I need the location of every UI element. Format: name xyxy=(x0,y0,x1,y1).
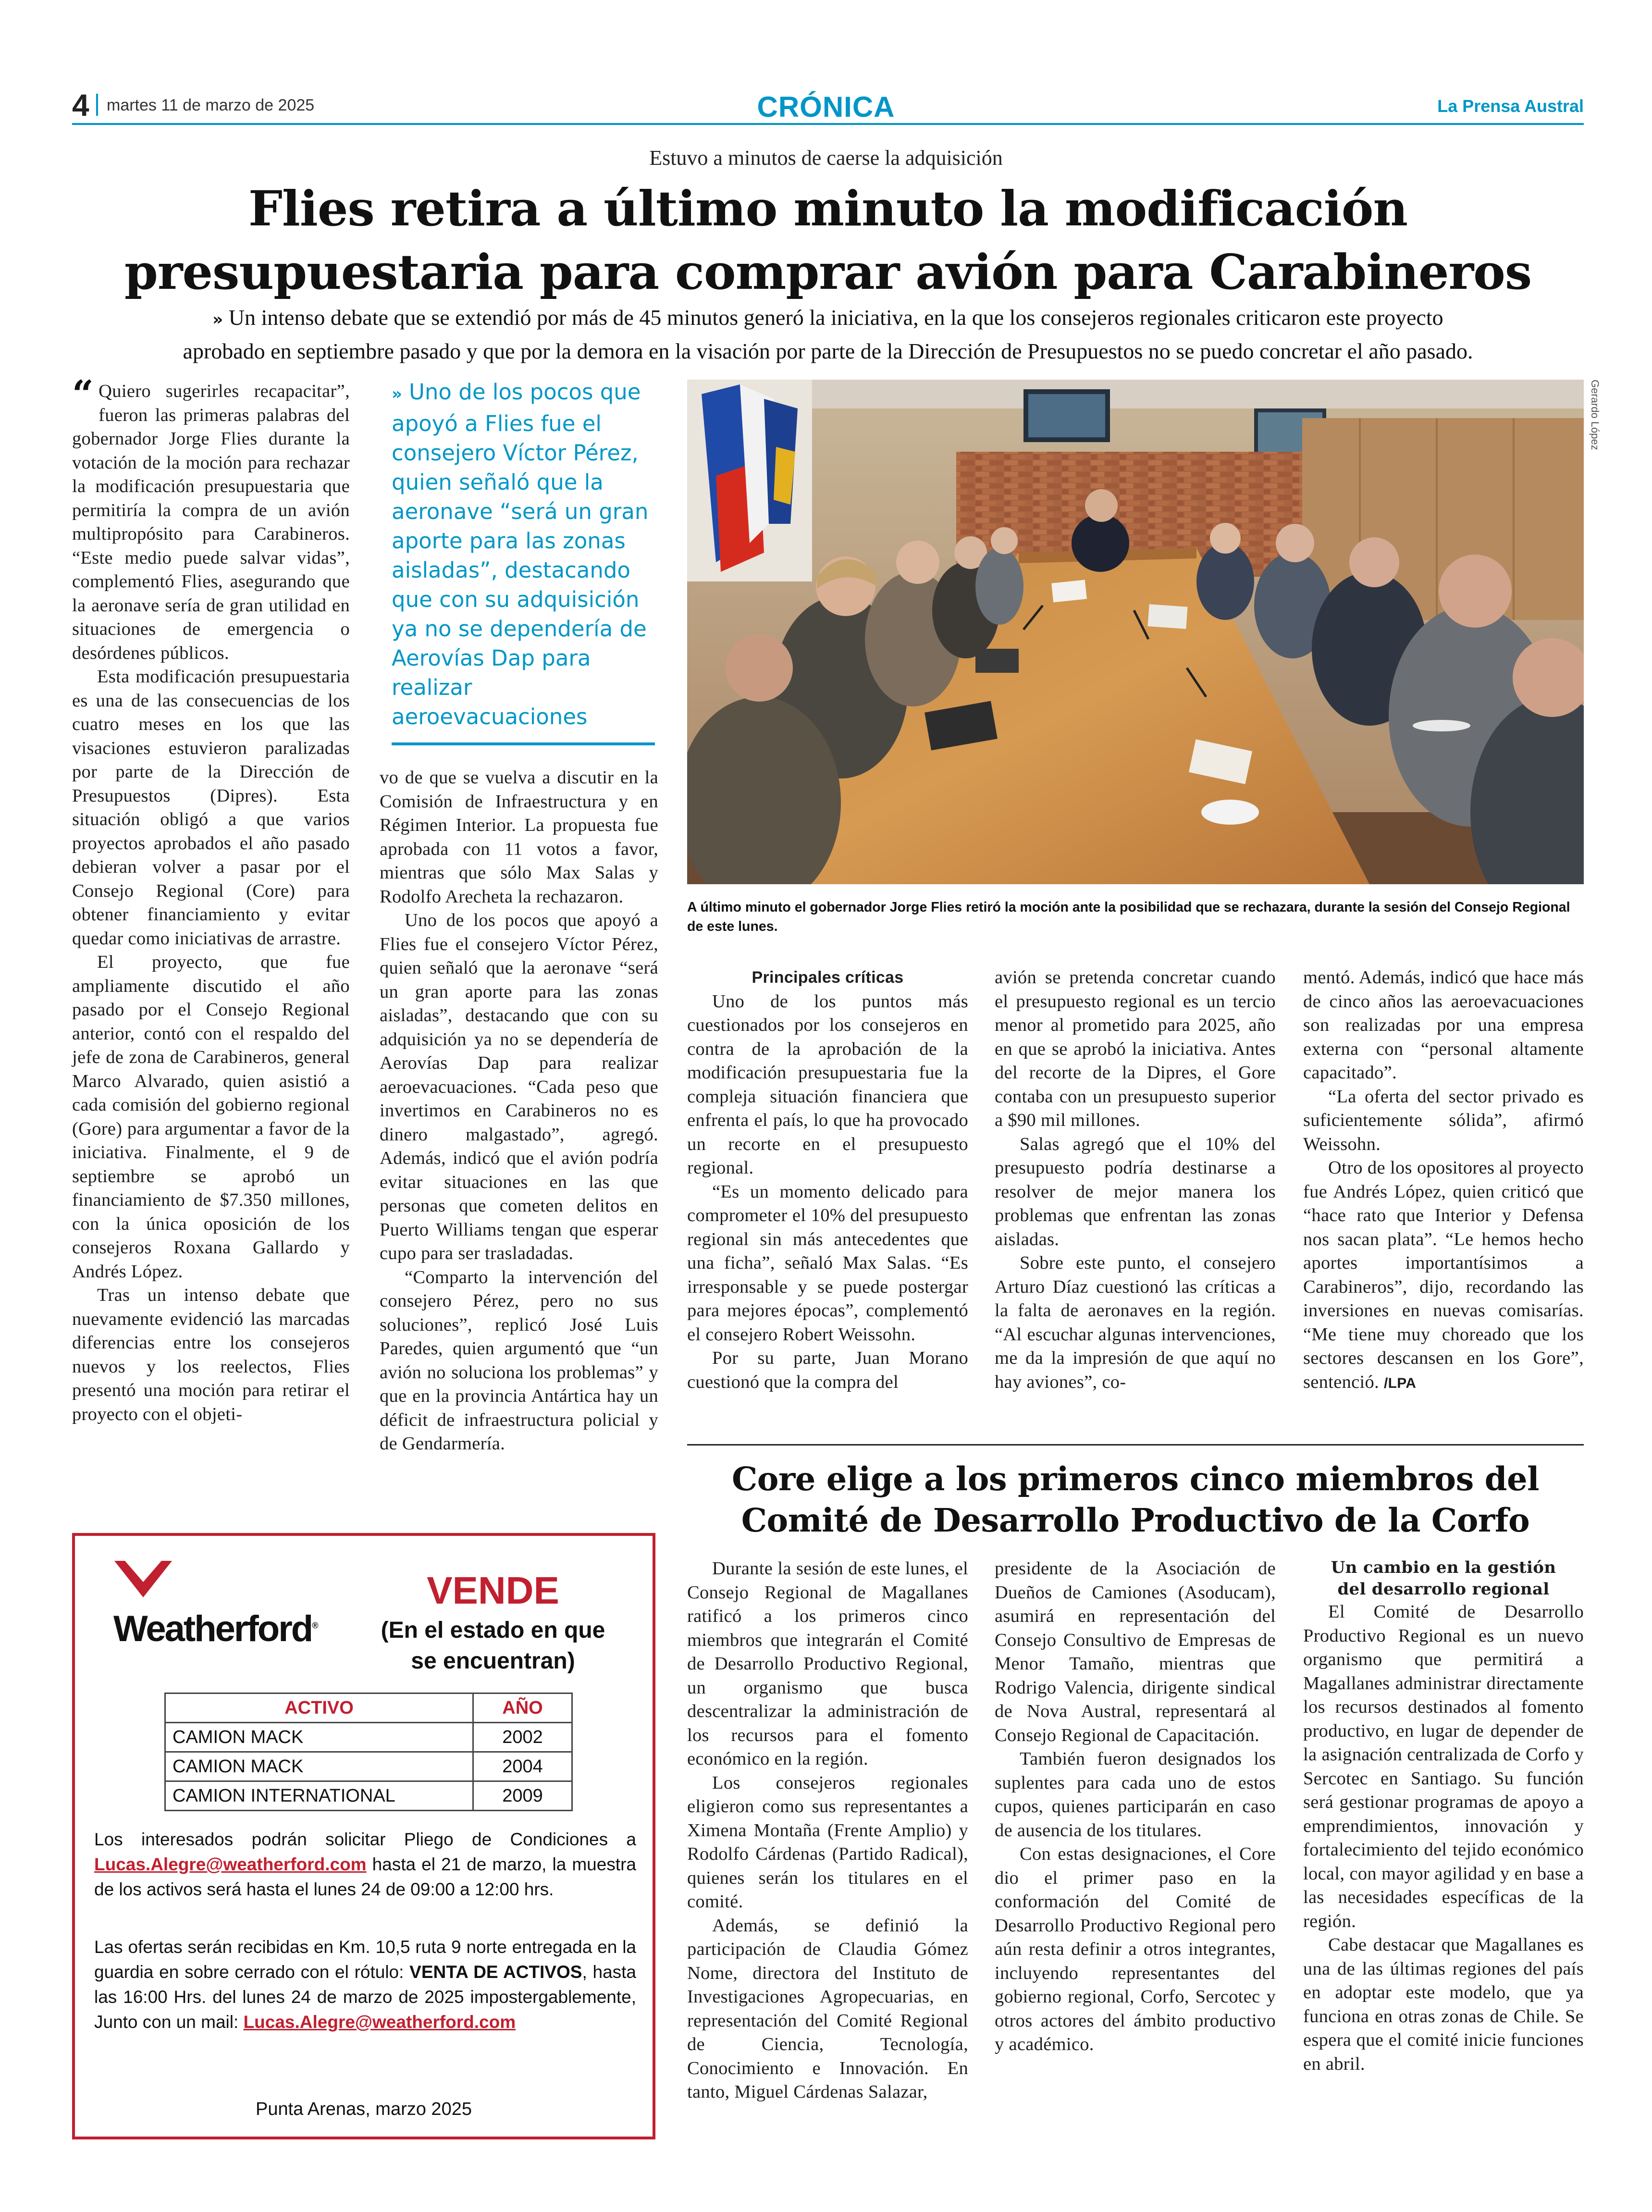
asset-year: 2002 xyxy=(473,1723,572,1752)
email-link[interactable]: Lucas.Alegre@weatherford.com xyxy=(94,1854,367,1874)
paragraph: Salas agregó que el 10% del presupuesto podría destinarse a resolver de mejor manera los problemas que enfrentan las zonas aisladas. xyxy=(995,1134,1276,1249)
paragraph: “ Quiero sugerirles recapacitar”, fueron las primeras palabras del gobernador Jorge Flies durante la votación de la moción para rechazar la modificación presupuestaria que permitiría la compra de un avión multipropósito para Carabineros. “Este medio puede salvar vidas”, complementó Flies, asegurando que la aeronave sería de gran utilidad en situaciones de emergencia o desórdenes públicos. xyxy=(72,372,350,663)
ad-paragraph-2: Las ofertas serán recibidas en Km. 10,5 ruta 9 norte entregada en la guardia en sobre cerrado con el rótulo: VENTA DE ACTIVOS, hasta las 16:00 Hrs. del lunes 24 de marzo de 2025 impostergablemente, Junto con un mail: Lucas.Alegre@weatherford.com xyxy=(94,1937,637,2032)
headline-line-2: Comité de Desarrollo Productivo de la Corfo xyxy=(741,1501,1530,1539)
paragraph: Sobre este punto, el consejero Arturo Díaz cuestionó las críticas a la falta de aeronaves en la región. “Al escuchar algunas intervenciones, me da la impresión de que aquí no hay aviones”, co- xyxy=(995,1253,1276,1392)
article-lead xyxy=(72,302,1584,367)
paragraph: Otro de los opositores al proyecto fue Andrés López, quien criticó que “hace rato que Interior y Defensa nos sacan plata”. “Le hemos hecho aportes importantísimos a Carabineros”, dijo, recordando las inversiones en nuevas comisarías. “Me tiene muy choreado que los sectores descansen en los Gore”, sentenció. /LPA xyxy=(1303,1158,1584,1392)
assets-table xyxy=(164,1693,573,1811)
paragraph: Los consejeros regionales eligieron como sus representantes a Ximena Montaña (Frente Amplio) y Rodolfo Cárdenas (Partido Radical), quienes serán los titulares en el comité. xyxy=(687,1772,968,1912)
ad-title: VENDE xyxy=(427,1569,559,1612)
paragraph: “Comparto la intervención del consejero Pérez, pero no sus soluciones”, replicó José Luis Paredes, quien argumentó que “un avión no soluciona los problemas” y que en la provincia Antártica hay un déficit de infraestructura policial y de Gendarmería. xyxy=(380,1267,658,1454)
weatherford-logo-icon xyxy=(114,1561,172,1599)
article1-column-4 xyxy=(995,966,1276,1394)
headline-line-1: Core elige a los primeros cinco miembros del xyxy=(731,1460,1540,1498)
ad-paragraph-1: Los interesados podrán solicitar Pliego de Condiciones a Lucas.Alegre@weatherford.com hasta el 21 de marzo, la muestra de los activos será hasta el lunes 24 de 09:00 a 12:00 hrs. xyxy=(94,1829,636,1899)
asset-year: 2009 xyxy=(473,1781,572,1811)
weatherford-advertisement xyxy=(72,1533,655,2139)
headline-line-2: presupuestaria para comprar avión para Carabineros xyxy=(124,244,1532,300)
table-header-row xyxy=(165,1693,572,1723)
column-header: ACTIVO xyxy=(165,1693,473,1723)
paragraph: Esta modificación presupuestaria es una de las consecuencias de los cuatro meses en los que las visaciones estuvieron paralizadas por parte de la Dirección de Presupuestos (Dipres). Esta situación obligó a que varios proyectos aprobados el año pasado debieran volver a pasar por el Consejo Regional (Core) para obtener financiamiento y evitar quedar como iniciativas de arrastre. xyxy=(72,667,350,949)
ad-footer: Punta Arenas, marzo 2025 xyxy=(256,2099,472,2119)
paragraph: Cabe destacar que Magallanes es una de las últimas regiones del país en adoptar este modelo, que ya funciona en otras zonas de Chile. Se espera que el comité inicie funciones en abril. xyxy=(1303,1935,1584,2074)
photo-credit: Gerardo López xyxy=(1589,380,1601,450)
lead-line-2: aprobado en septiembre pasado y que por la demora en la visación por parte de la Dirección de Presupuestos no se puedo concretar el año pasado. xyxy=(183,339,1473,363)
paragraph: Con estas designaciones, el Core dio el primer paso en la conformación del Comité de Desarrollo Productivo Regional pero aún resta definir a otros integrantes, incluyendo representantes del gobierno regional, Corfo, Sercotec y otros actores del ámbito productivo y académico. xyxy=(995,1844,1276,2054)
asset-name: CAMION MACK xyxy=(165,1723,473,1752)
header-rule xyxy=(72,123,1584,125)
article-photo xyxy=(687,380,1584,884)
table-row xyxy=(165,1723,572,1752)
brand-name: Weatherford® xyxy=(113,1608,319,1649)
paragraph: Tras un intenso debate que nuevamente evidenció las marcadas diferencias entre los consejeros nuevos y los reelectos, Flies presentó una moción para retirar el proyecto con el objeti- xyxy=(72,1285,350,1424)
article2-headline xyxy=(687,1458,1584,1541)
paragraph: avión se pretenda concretar cuando el presupuesto regional es un tercio menor al prometido para 2025, año en que se aprobó la iniciativa. Antes del recorte de la Dipres, el Gore contaba con un presupuesto superior a $90 mil millones. xyxy=(995,967,1276,1130)
open-quote-icon: “ xyxy=(72,372,94,416)
asset-year: 2004 xyxy=(473,1752,572,1781)
paragraph: También fueron designados los suplentes para cada uno de estos cupos, quienes participarán en caso de ausencia de los titulares. xyxy=(995,1749,1276,1841)
article1-column-2 xyxy=(380,766,658,1456)
article1-column-5 xyxy=(1303,966,1584,1395)
asset-name: CAMION MACK xyxy=(165,1752,473,1781)
paragraph: El proyecto, que fue ampliamente discutido el año pasado por el Consejo Regional anterior, contó con el respaldo del jefe de zona de Carabineros, general Marco Alvarado, quien asistió a cada comisión del gobierno regional (Gore) para argumentar a favor de la iniciativa. Finalmente, el 9 de septiembre se aprobó un financiamiento de $7.350 millones, con la única oposición de los consejeros Roxana Gallardo y Andrés López. xyxy=(72,952,350,1282)
paragraph: Uno de los puntos más cuestionados por los consejeros en contra de la aprobación de la modificación presupuestaria fue la compleja situación financiera que enfrenta el país, lo que ha provocado un recorte en el presupuesto regional. xyxy=(687,991,968,1178)
paragraph: vo de que se vuelva a discutir en la Comisión de Infraestructura y en Régimen Interior. La propuesta fue aprobada con 11 votos a favor, mientras que sólo Max Salas y Rodolfo Arecheta la rechazaron. xyxy=(380,767,658,907)
article2-column-3 xyxy=(1303,1557,1584,2076)
ad-subtitle: (En el estado en que se encuentran) xyxy=(381,1618,605,1674)
newspaper-name: La Prensa Austral xyxy=(1437,96,1584,116)
double-chevron-icon: » xyxy=(392,384,402,404)
paragraph: Por su parte, Juan Morano cuestionó que la compra del xyxy=(687,1348,968,1392)
asset-name: CAMION INTERNATIONAL xyxy=(165,1781,473,1811)
subhead: Principales críticas xyxy=(752,968,904,987)
table-row xyxy=(165,1781,572,1811)
article-signature: /LPA xyxy=(1383,1375,1417,1391)
article-divider xyxy=(687,1444,1584,1446)
paragraph: Durante la sesión de este lunes, el Consejo Regional de Magallanes ratificó a los primeros cinco miembros que integrarán el Comité de Desarrollo Productivo Regional, un organismo que busca descentralizar la administración de los recursos para el fomento económico en la región. xyxy=(687,1558,968,1769)
article-kicker: Estuvo a minutos de caerse la adquisición xyxy=(649,146,1003,170)
article-headline xyxy=(72,177,1584,304)
email-link[interactable]: Lucas.Alegre@weatherford.com xyxy=(243,2012,516,2032)
double-chevron-icon: » xyxy=(212,310,223,329)
paragraph: El Comité de Desarrollo Productivo Regional es un nuevo organismo que permitirá a Magallanes administrar directamente los recursos destinados al fomento productivo, en lugar de depender de la asignación centralizada de Corfo y Sercotec en Santiago. Su función será gestionar programas de apoyo a emprendimientos, innovación y fortalecimiento del tejido económico local, con mayor agilidad y en base a las necesidades específicas de la región. xyxy=(1303,1602,1584,1931)
article2-column-1 xyxy=(687,1557,968,2104)
issue-date: martes 11 de marzo de 2025 xyxy=(107,96,315,114)
table-row xyxy=(165,1752,572,1781)
council-meeting-photo xyxy=(687,380,1584,884)
photo-caption: A último minuto el gobernador Jorge Flies retiró la moción ante la posibilidad que se rechazara, durante la sesión del Consejo Regional de este lunes. xyxy=(687,900,1570,934)
column-header: AÑO xyxy=(473,1693,572,1723)
article1-column-1 xyxy=(72,372,350,1426)
paragraph: Además, se definió la participación de Claudia Gómez Nome, directora del Instituto de Investigaciones Agropecuarias, en representación del Comité Regional de Ciencia, Tecnología, Conocimiento e Innovación. En tanto, Miguel Cárdenas Salazar, xyxy=(687,1915,968,2102)
article1-column-3 xyxy=(687,966,968,1394)
pull-quote: » Uno de los pocos que apoyó a Flies fue el consejero Víctor Pérez, quien señaló que la aeronave “será un gran aporte para las zonas aisladas”, destacando que con su adquisición ya no se dependería de Aerovías Dap para realizar aeroevacuaciones xyxy=(392,379,649,729)
header-divider xyxy=(96,94,98,116)
section-title: CRÓNICA xyxy=(757,91,895,123)
paragraph: “La oferta del sector privado es suficientemente sólida”, afirmó Weissohn. xyxy=(1303,1086,1584,1154)
pull-quote-rule xyxy=(392,742,655,745)
article2-column-2 xyxy=(995,1557,1276,2057)
subhead: Un cambio en la gestión del desarrollo regional xyxy=(1331,1558,1556,1599)
headline-line-1: Flies retira a último minuto la modificación xyxy=(248,180,1408,237)
lead-line-1: » Un intenso debate que se extendió por más de 45 minutos generó la iniciativa, en la que los consejeros regionales criticaron este proyecto xyxy=(212,305,1443,330)
page-number: 4 xyxy=(72,88,89,123)
paragraph: Uno de los pocos que apoyó a Flies fue el consejero Víctor Pérez, quien señaló que la aeronave “será un gran aporte para las zonas aisladas”, destacando que con su adquisición ya no se dependería de Aerovías Dap para realizar aeroevacuaciones. “Cada peso que invertimos en Carabineros no es dinero malgastado”, agregó. Además, indicó que el avión podría evitar situaciones en las que personas que cometen delitos en Puerto Williams tengan que esperar cupo para ser trasladadas. xyxy=(380,910,658,1263)
paragraph: “Es un momento delicado para comprometer el 10% del presupuesto regional sin más antecedentes que una ficha”, señaló Max Salas. “Es irresponsable y se puede postergar para mejores épocas”, complementó el consejero Robert Weissohn. xyxy=(687,1181,968,1345)
paragraph: presidente de la Asociación de Dueños de Camiones (Asoducam), asumirá en representación del Consejo Consultivo de Empresas de Menor Tamaño, mientras que Rodrigo Valencia, dirigente sindical de Nova Austral, representará al Consejo Regional de Capacitación. xyxy=(995,1558,1276,1745)
paragraph: mentó. Además, indicó que hace más de cinco años las aeroevacuaciones son realizadas por una empresa externa con “personal altamente capacitado”. xyxy=(1303,967,1584,1083)
